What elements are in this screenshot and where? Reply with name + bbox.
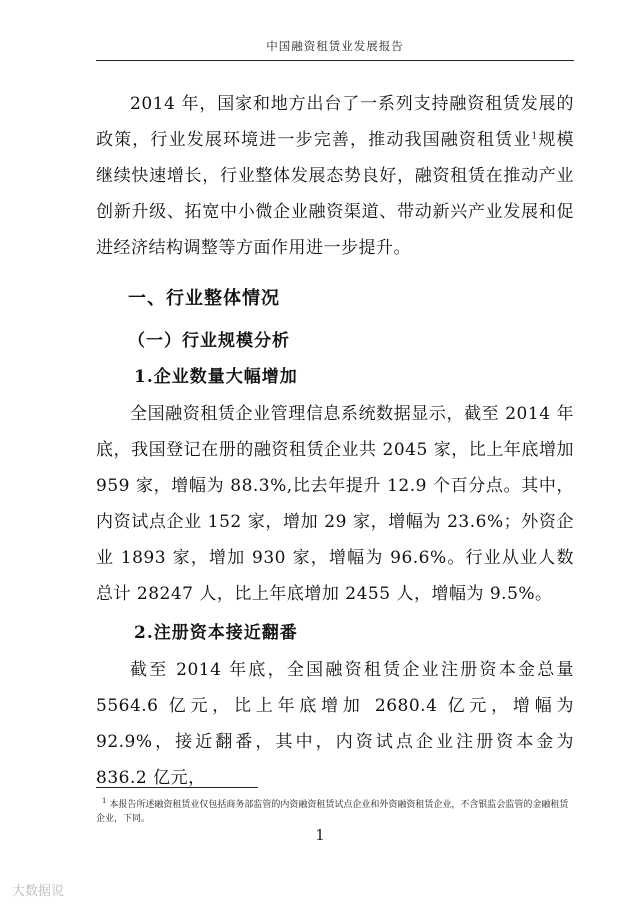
item-heading-registered-capital: 2.注册资本接近翻番	[134, 623, 298, 643]
footnote	[96, 794, 574, 826]
running-header: 中国融资租赁业发展报告	[266, 39, 404, 53]
header-divider	[96, 60, 574, 61]
page-number: 1	[315, 826, 325, 844]
registered-capital-paragraph: 截至 2014 年底，全国融资租赁企业注册资本金总量 5564.6 亿元，比上年底增加 2680.4 亿元，增幅为 92.9%，接近翻番，其中，内资试点企业注册资本金为 836.2 亿元，	[96, 660, 574, 788]
intro-text-before: 2014 年，国家和地方出台了一系列支持融资租赁发展的政策，行业发展环境进一步完善，推动我国融资租赁业	[96, 94, 574, 150]
footnote-divider	[96, 787, 258, 788]
intro-paragraph	[96, 86, 574, 266]
section-heading: 一、行业整体情况	[128, 288, 280, 309]
item-heading-enterprise-count: 1.企业数量大幅增加	[134, 367, 298, 387]
footnote-text: 本报告所述融资租赁业仅包括商务部监管的内资融资租赁试点企业和外资融资租赁企业，不含银监会监管的金融租赁企业，下同。	[96, 800, 569, 824]
intro-text-after: 规模继续快速增长，行业整体发展态势良好，融资租赁在推动产业创新升级、拓宽中小微企业融资渠道、带动新兴产业发展和促进经济结构调整等方面作用进一步提升。	[96, 130, 575, 258]
enterprise-count-paragraph: 全国融资租赁企业管理信息系统数据显示，截至 2014 年底，我国登记在册的融资租赁企业共 2045 家，比上年底增加 959 家，增幅为 88.3%,比去年提升 12.9 个百分点。其中，内资试点企业 152 家，增加 29 家，增幅为 23.6%；外资企业 1893 家，增加 930 家，增幅为 96.6%。行业从业人数总计 28247 人，比上年底增加 2455 人，增幅为 9.5%。	[96, 404, 574, 604]
subsection-heading: （一）行业规模分析	[128, 331, 290, 351]
footnote-marker: 1	[102, 797, 107, 805]
watermark: 大数据说	[12, 884, 65, 899]
footnote-reference[interactable]: 1	[531, 131, 538, 142]
